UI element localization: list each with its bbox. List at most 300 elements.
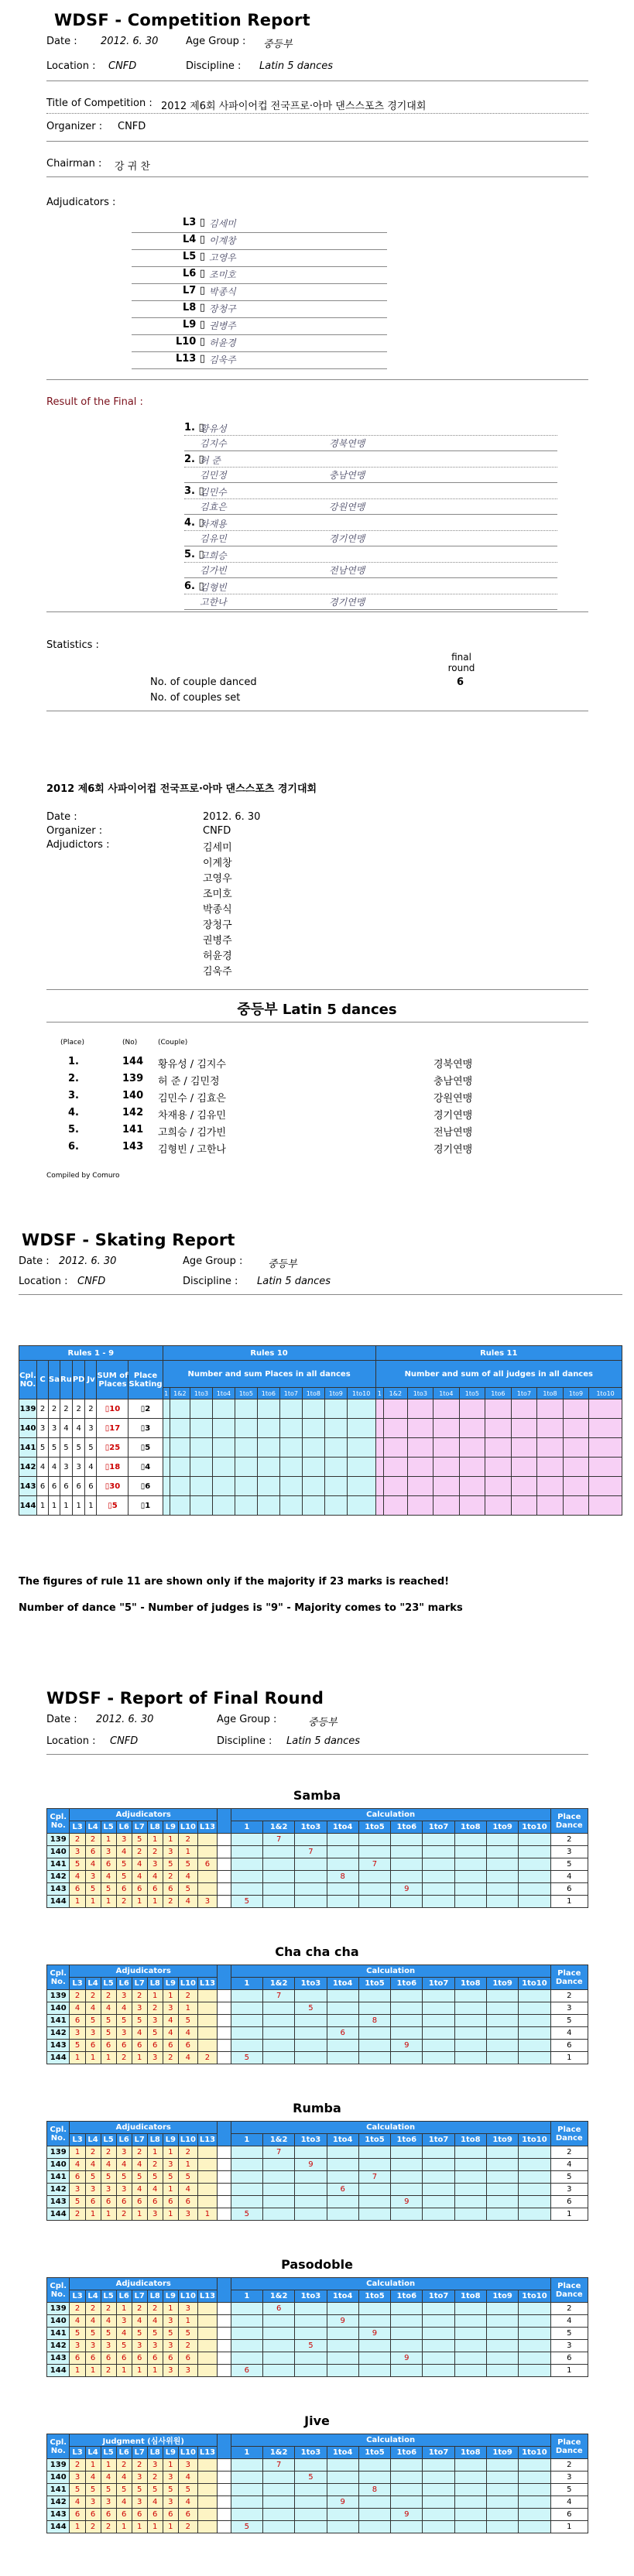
judge-mark: 3 [178,2365,197,2377]
judge-mark: 5 [147,2171,163,2184]
calc-cell [327,2484,358,2496]
calc-col-header: 1&2 [170,1388,190,1399]
header-row [47,2447,588,2459]
rule10-cell [163,1477,170,1496]
calc-cell [391,2146,423,2159]
spacer-cell [218,2303,231,2315]
result-place: 5. ▯ [184,549,204,560]
judge-mark: 6 [178,2040,197,2052]
rule10-cell [235,1458,257,1477]
judge-mark [197,1846,217,1858]
dance-row [47,1990,588,2002]
dance-place: 5 [550,2171,588,2184]
couple-no: 143 [47,2040,70,2052]
calc-cell [423,1883,454,1896]
judge-mark: 6 [85,2509,101,2521]
judge-mark: 1 [101,2052,116,2064]
dance-row [47,1883,588,1896]
header-row [47,1809,588,1821]
judge-mark [197,1883,217,1896]
judge-col-header: L13 [197,2134,217,2146]
spacer-cell [218,2352,231,2365]
location-label: Location : [46,60,96,72]
calc-cell [358,2521,390,2533]
summary-adjudicators-label: Adjudictors : [46,839,110,851]
judge-mark: 4 [132,1858,147,1871]
summary-region: 충남연맹 [434,1076,473,1088]
dance-row [47,1871,588,1883]
rule11-cell [459,1477,485,1496]
rule11-cell [375,1477,384,1496]
skating-discipline-label: Discipline : [183,1276,238,1287]
cpl-no-header: Cpl. No. [47,2122,70,2146]
summary-couple: 허 준 / 김민정 [158,1076,220,1088]
header-row [47,2434,588,2447]
divider [46,611,588,612]
skating-row [19,1419,622,1438]
dance-place: 6 [550,1883,588,1896]
calc-col-header: 1to10 [519,1978,550,1990]
dance-place: 3 [72,1458,85,1477]
judge-mark: 6 [178,2352,197,2365]
judge-col-header: L13 [197,2290,217,2303]
spacer-cell [218,2521,231,2533]
couple-no: 141 [47,2484,70,2496]
judge-mark: 5 [101,2171,116,2184]
summary-no: 141 [122,1124,144,1136]
summary-date-value: 2012. 6. 30 [203,811,261,823]
dance-place: 5 [550,2015,588,2027]
dance-row [47,2015,588,2027]
calc-cell [263,2315,295,2328]
judge-mark: 1 [147,2365,163,2377]
judge-mark: 1 [70,1896,85,1908]
rule10-cell [347,1419,375,1438]
location-value: CNFD [108,60,137,72]
judge-mark: 2 [116,1896,132,1908]
summary-no: 139 [122,1073,144,1084]
judge-mark: 2 [101,2146,116,2159]
calc-cell [486,2040,518,2052]
judge-mark: 3 [163,2496,178,2509]
date-label: Date : [46,36,77,47]
calc-cell [295,2521,327,2533]
calc-cell [519,2509,550,2521]
result-region: 경기연맹 [329,533,365,544]
place-dance-header: Place Dance [550,1965,588,1990]
result-man: 황유성 [200,423,227,434]
judge-mark: 2 [178,1834,197,1846]
rule11-cell [589,1419,622,1438]
couple-no: 142 [47,2027,70,2040]
judge-mark: 1 [178,2002,197,2015]
calc-cell [519,2496,550,2509]
rule11-cell [384,1399,407,1419]
calc-cell: 9 [358,2328,390,2340]
dance-place: 3 [550,2472,588,2484]
dance-row [47,2459,588,2472]
judge-mark: 4 [85,2315,101,2328]
dance-row [47,2315,588,2328]
calc-col-header: 1to9 [486,1978,518,1990]
judge-mark: 1 [178,2159,197,2171]
judge-mark: 4 [101,2315,116,2328]
dance-place: 1 [49,1496,60,1516]
adjudicator-row [132,285,387,301]
date-value: 2012. 6. 30 [101,36,159,47]
calc-cell: 8 [327,1871,358,1883]
judge-mark: 1 [147,2521,163,2533]
calc-cell [231,2484,262,2496]
dance-table [46,1808,588,1908]
dance-col-header: Sa [49,1361,60,1399]
rule11-cell [589,1399,622,1419]
judge-mark: 4 [132,1871,147,1883]
calc-col-header: 1to10 [519,2290,550,2303]
summary-place: 3. [68,1090,79,1101]
event-title: 중등부 Latin 5 dances [237,1002,397,1018]
judge-col-header: L5 [101,2290,116,2303]
couple-no: 142 [19,1458,37,1477]
summary-adjudicator-name: 김욱주 [203,966,232,978]
skating-date-label: Date : [19,1255,50,1267]
calc-cell [295,2509,327,2521]
divider [184,530,557,531]
calc-cell [391,1858,423,1871]
rule11-cell [459,1438,485,1458]
judge-mark: 3 [70,2184,85,2196]
calc-col-header: 1to8 [302,1388,324,1399]
calc-col-header: 1to7 [423,2290,454,2303]
rule10-cell [347,1458,375,1477]
rule11-cell [459,1399,485,1419]
calc-cell [231,2159,262,2171]
sum-of-places: ▯5 [97,1496,129,1516]
rule11-cell [589,1438,622,1458]
calc-cell: 7 [358,1858,390,1871]
calc-cell [519,2328,550,2340]
final-round-report [0,1672,634,2576]
calc-col-header: 1to5 [459,1388,485,1399]
result-man: 차재용 [200,519,227,529]
competition-report-title: WDSF - Competition Report [54,11,310,29]
calc-cell [454,1834,486,1846]
calc-cell [327,1896,358,1908]
dance-place: 3 [37,1419,49,1438]
summary-adjudicator-name: 박종식 [203,904,232,916]
calc-cell [295,2015,327,2027]
judge-col-header: L10 [178,2290,197,2303]
calc-cell [327,2328,358,2340]
divider [184,435,557,436]
rule10-cell [302,1399,324,1419]
summary-couple: 김형빈 / 고한나 [158,1144,226,1156]
place-dance-header: Place Dance [550,2434,588,2459]
calc-cell [263,2509,295,2521]
rule10-cell [190,1438,213,1458]
calc-cell [454,2352,486,2365]
judge-mark: 4 [85,2472,101,2484]
final-age-label: Age Group : [217,1714,277,1725]
calc-cell [486,2472,518,2484]
calc-cell [358,2472,390,2484]
judge-col-header: L5 [101,1978,116,1990]
calc-cell [263,2040,295,2052]
calc-cell [263,1871,295,1883]
judge-mark: 3 [116,1990,132,2002]
rule11-cell [459,1496,485,1516]
place-dance-header: Place Dance [550,2278,588,2303]
judge-mark: 5 [178,2328,197,2340]
skating-location-value: CNFD [77,1276,106,1287]
summary-region: 경기연맹 [434,1110,473,1122]
judge-mark: 4 [70,2496,85,2509]
spacer-cell [218,2159,231,2171]
rule11-cell [511,1438,537,1458]
judge-mark: 4 [132,2184,147,2196]
calc-cell [454,2484,486,2496]
calc-cell [423,2365,454,2377]
judge-mark: 3 [197,1896,217,1908]
calc-cell [358,2196,390,2208]
calc-cell [231,2315,262,2328]
dance-place: 6 [550,2352,588,2365]
calc-col-header: 1to6 [391,2447,423,2459]
calc-cell [486,2365,518,2377]
judge-mark [197,2040,217,2052]
calc-col-header: 1to7 [423,1821,454,1834]
rules-11-sub: Number and sum of all judges in all dances [375,1361,622,1388]
calc-cell [391,2159,423,2171]
summary-adjudicator-name: 고영우 [203,873,232,885]
calc-cell [358,2027,390,2040]
skating-row [19,1458,622,1477]
spacer-header [218,1965,231,1990]
judge-mark: 4 [85,2002,101,2015]
judge-mark: 3 [116,2027,132,2040]
spacer-cell [218,2002,231,2015]
calc-cell [391,2303,423,2315]
dance-place: 3 [550,1846,588,1858]
divider [184,467,557,468]
calc-cell [423,2509,454,2521]
rule11-cell [589,1496,622,1516]
calc-cell [231,2472,262,2484]
calc-cell [231,2015,262,2027]
judge-mark: 4 [178,1896,197,1908]
calc-cell [519,2484,550,2496]
calc-cell [454,1896,486,1908]
calculation-header: Calculation [231,2122,550,2134]
judge-mark: 3 [163,2159,178,2171]
age-value: 중등부 [263,39,293,50]
summary-adjudicator-name: 허윤경 [203,951,232,962]
dance-place: 2 [550,2146,588,2159]
judge-col-header: L10 [178,1821,197,1834]
judge-col-header: L7 [132,1978,147,1990]
judge-mark: 2 [132,2146,147,2159]
rule11-cell [375,1399,384,1419]
calc-cell [519,1834,550,1846]
judge-mark: 1 [147,1896,163,1908]
calc-cell [327,1858,358,1871]
spacer-cell [218,2040,231,2052]
calc-cell [327,2159,358,2171]
dance-place: 5 [60,1438,73,1458]
rule10-cell [279,1458,302,1477]
calc-col-header: 1&2 [263,2134,295,2146]
calc-cell [327,1990,358,2002]
judge-mark: 2 [147,2472,163,2484]
calc-col-header: 1to8 [454,2290,486,2303]
judge-mark: 4 [178,2496,197,2509]
compiled-by: Compiled by Comuro [46,1172,120,1180]
calc-cell [231,1883,262,1896]
judge-mark: 1 [163,2146,178,2159]
judge-mark: 2 [101,1990,116,2002]
calc-cell [423,2052,454,2064]
judge-mark: 2 [70,1834,85,1846]
spacer-cell [218,2365,231,2377]
skating-row [19,1438,622,1458]
judge-mark: 6 [132,1883,147,1896]
calc-cell [423,2496,454,2509]
judge-mark: 4 [116,2472,132,2484]
rule10-cell [212,1496,235,1516]
final-round-label: final round [447,652,475,673]
judge-mark: 4 [116,2159,132,2171]
judge-mark: 6 [70,2015,85,2027]
calc-cell [327,1883,358,1896]
calc-cell [423,2002,454,2015]
calc-cell [231,2352,262,2365]
judge-mark [197,2171,217,2184]
judge-mark: 2 [147,2002,163,2015]
judge-mark: 2 [163,1871,178,1883]
calc-cell [519,2196,550,2208]
judge-mark: 6 [101,2196,116,2208]
rule11-cell [434,1399,460,1419]
sum-of-places: ▯18 [97,1458,129,1477]
calc-col-header: 1to6 [391,1821,423,1834]
dance-place: 2 [550,2459,588,2472]
calc-cell [423,1834,454,1846]
judge-mark: 5 [178,2484,197,2496]
calc-cell [391,2365,423,2377]
summary-place: 2. [68,1073,79,1084]
judge-mark: 3 [147,2340,163,2352]
divider [46,1754,588,1755]
calc-cell [423,2159,454,2171]
final-discipline-label: Discipline : [217,1735,272,1747]
spacer-cell [218,2146,231,2159]
rule11-cell [407,1419,434,1438]
couple-no: 143 [47,2196,70,2208]
calc-cell: 6 [327,2027,358,2040]
judge-mark: 1 [163,2208,178,2221]
calc-cell [358,1896,390,1908]
calc-cell: 6 [327,2184,358,2196]
judge-mark: 6 [178,2196,197,2208]
calc-cell: 7 [295,1846,327,1858]
judge-col-header: L6 [116,2447,132,2459]
dance-row [47,2352,588,2365]
judge-col-header: L13 [197,2447,217,2459]
judge-col-header: L3 [70,1978,85,1990]
couple-no: 139 [47,2303,70,2315]
calc-col-header: 1to4 [327,2447,358,2459]
judge-mark: 1 [85,1896,101,1908]
judge-mark: 3 [101,2496,116,2509]
rule10-cell [302,1477,324,1496]
calc-cell [486,2484,518,2496]
calc-col-header: 1to9 [324,1388,347,1399]
calc-cell [423,2184,454,2196]
judge-col-header: L3 [70,2447,85,2459]
col-no: (No) [122,1039,138,1046]
calc-cell [263,1846,295,1858]
place-dance-header: Place Dance [550,1809,588,1834]
calc-col-header: 1to10 [589,1388,622,1399]
calc-cell [295,2052,327,2064]
calc-cell [423,2171,454,2184]
calc-cell [327,2352,358,2365]
couple-no: 144 [47,2208,70,2221]
rule10-cell [279,1496,302,1516]
dance-table [46,2434,588,2533]
judge-mark: 6 [132,2352,147,2365]
calc-cell [295,2040,327,2052]
judge-mark: 5 [178,1858,197,1871]
judge-mark: 3 [147,2052,163,2064]
calc-col-header: 1to9 [486,2134,518,2146]
calc-cell [295,2146,327,2159]
rule11-cell [485,1458,512,1477]
dance-row [47,2496,588,2509]
calc-cell [263,2472,295,2484]
result-lady: 김유민 [200,533,227,544]
judge-mark: 5 [85,2015,101,2027]
judge-mark: 1 [85,2459,101,2472]
calc-cell [391,1846,423,1858]
couple-no: 139 [19,1399,37,1419]
judge-col-header: L4 [85,1978,101,1990]
judge-mark: 1 [70,2052,85,2064]
dance-row [47,2303,588,2315]
rule11-cell [407,1496,434,1516]
spacer-cell [218,2052,231,2064]
calc-col-header: 1 [163,1388,170,1399]
judge-mark: 6 [116,2040,132,2052]
dance-title: Jive [304,2413,330,2428]
dance-place: 3 [60,1458,73,1477]
judge-mark: 4 [178,2027,197,2040]
calc-col-header: 1to4 [327,2134,358,2146]
dance-place: 2 [49,1399,60,1419]
calc-cell [231,2027,262,2040]
judge-mark: 3 [178,2459,197,2472]
calc-col-header: 1&2 [263,1821,295,1834]
judge-mark [197,2184,217,2196]
judge-col-header: L4 [85,2134,101,2146]
skating-date-value: 2012. 6. 30 [59,1255,117,1267]
couple-no: 141 [19,1438,37,1458]
discipline-value: Latin 5 dances [259,60,334,72]
judge-mark: 5 [178,1883,197,1896]
result-row [139,422,557,453]
rules-10-header: Rules 10 [163,1346,375,1361]
judge-mark: 5 [147,2484,163,2496]
